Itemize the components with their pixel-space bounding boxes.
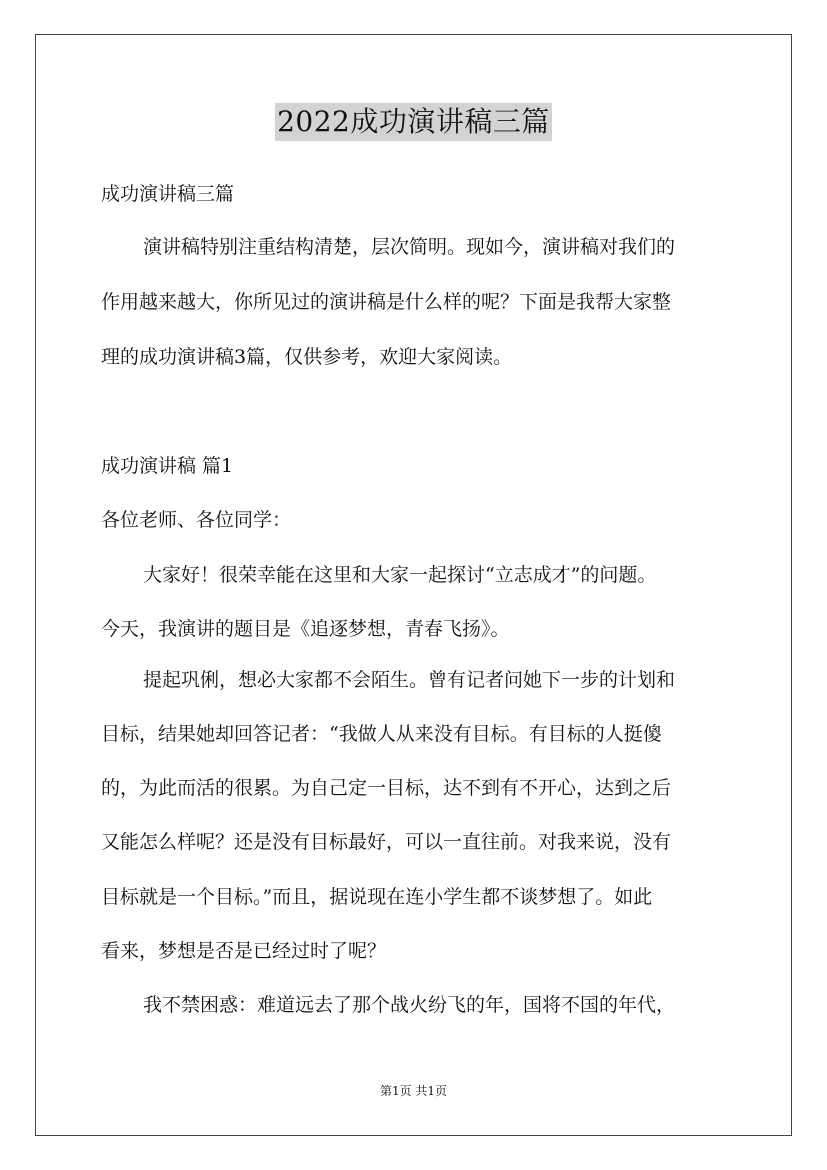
text-line: 成功演讲稿 篇1	[101, 455, 234, 477]
text-line: 看来，梦想是否是已经过时了呢？	[101, 940, 387, 962]
text-line: 目标，结果她却回答记者：“我做人从来没有目标。有目标的人挺傻	[101, 723, 662, 745]
text-line: 成功演讲稿三篇	[101, 183, 235, 205]
text-line: 提起巩俐，想必大家都不会陌生。曾有记者问她下一步的计划和	[143, 669, 676, 691]
text-line: 作用越来越大，你所见过的演讲稿是什么样的呢？下面是我帮大家整	[101, 291, 672, 313]
document-title: 2022成功演讲稿三篇	[275, 103, 552, 141]
page-footer: 第1页 共1页	[379, 1084, 448, 1098]
text-line: 目标就是一个目标。”而且，据说现在连小学生都不谈梦想了。如此	[101, 886, 653, 908]
title-wrap	[0, 103, 827, 141]
text-line: 大家好！很荣幸能在这里和大家一起探讨“立志成才”的问题。	[143, 564, 657, 586]
text-line: 演讲稿特别注重结构清楚，层次简明。现如今，演讲稿对我们的	[143, 236, 676, 258]
text-line: 的，为此而活的很累。为自己定一目标，达不到有不开心，达到之后	[101, 777, 672, 799]
text-line: 今天，我演讲的题目是《追逐梦想，青春飞扬》。	[101, 618, 510, 640]
text-line: 又能怎么样呢？还是没有目标最好，可以一直往前。对我来说，没有	[101, 831, 672, 853]
text-line: 我不禁困惑：难道远去了那个战火纷飞的年，国将不国的年代，	[143, 994, 676, 1016]
text-line: 各位老师、各位同学：	[101, 509, 292, 531]
text-line: 理的成功演讲稿3篇，仅供参考，欢迎大家阅读。	[101, 346, 513, 368]
